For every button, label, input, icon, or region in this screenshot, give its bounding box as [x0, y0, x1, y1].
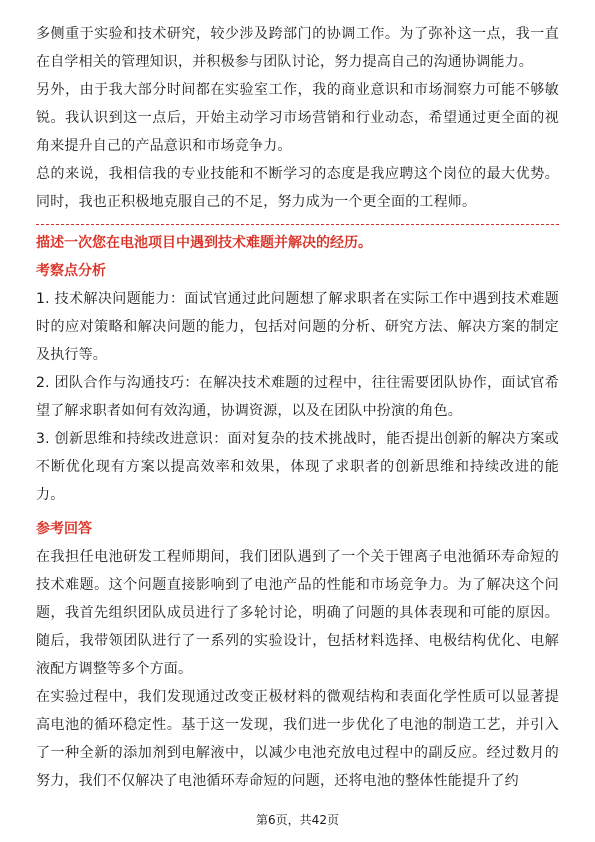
- intro-paragraph: 另外，由于我大部分时间都在实验室工作，我的商业意识和市场洞察力可能不够敏锐。我认识到这一点后，开始主动学习市场营销和行业动态，希望通过更全面的视角来提升自己的产品意识和市场竞争力。: [36, 82, 559, 154]
- intro-paragraph: 多侧重于实验和技术研究，较少涉及跨部门的协调工作。为了弥补这一点，我一直在自学相关的管理知识，并积极参与团队讨论，努力提高自己的沟通协调能力。: [36, 26, 559, 70]
- analysis-heading: 考察点分析: [36, 263, 106, 279]
- interview-question: 描述一次您在电池项目中遇到技术难题并解决的经历。: [36, 235, 372, 251]
- answer-paragraph: 在实验过程中，我们发现通过改变正极材料的微观结构和表面化学性质可以显著提高电池的循环稳定性。基于这一发现，我们进一步优化了电池的制造工艺，并引入了一种全新的添加剂到电解液中，以减少电池充放电过程中的副反应。经过数月的努力，我们不仅解决了电池循环寿命短的问题，还将电池的整体性能提升了约: [36, 689, 559, 789]
- answer-paragraph: 在我担任电池研发工程师期间，我们团队遇到了一个关于锂离子电池循环寿命短的技术难题。这个问题直接影响到了电池产品的性能和市场竞争力。为了解决这个问题，我首先组织团队成员进行了多轮讨论，明确了问题的具体表现和可能的原因。随后，我带领团队进行了一系列的实验设计，包括材料选择、电极结构优化、电解液配方调整等多个方面。: [36, 549, 559, 677]
- page-number: 第6页，共42页: [256, 813, 339, 827]
- analysis-point: 2. 团队合作与沟通技巧：在解决技术难题的过程中，往往需要团队协作，面试官希望了解求职者如何有效沟通，协调资源，以及在团队中扮演的角色。: [36, 375, 559, 419]
- section-divider: [36, 224, 559, 225]
- analysis-point: 1. 技术解决问题能力：面试官通过此问题想了解求职者在实际工作中遇到技术难题时的应对策略和解决问题的能力，包括对问题的分析、研究方法、解决方案的制定及执行等。: [36, 291, 559, 363]
- intro-paragraph: 总的来说，我相信我的专业技能和不断学习的态度是我应聘这个岗位的最大优势。同时，我也正积极地克服自己的不足，努力成为一个更全面的工程师。: [36, 166, 559, 210]
- analysis-point: 3. 创新思维和持续改进意识：面对复杂的技术挑战时，能否提出创新的解决方案或不断优化现有方案以提高效率和效果，体现了求职者的创新思维和持续改进的能力。: [36, 431, 559, 503]
- page-content: [36, 20, 559, 795]
- answer-heading: 参考回答: [36, 521, 92, 537]
